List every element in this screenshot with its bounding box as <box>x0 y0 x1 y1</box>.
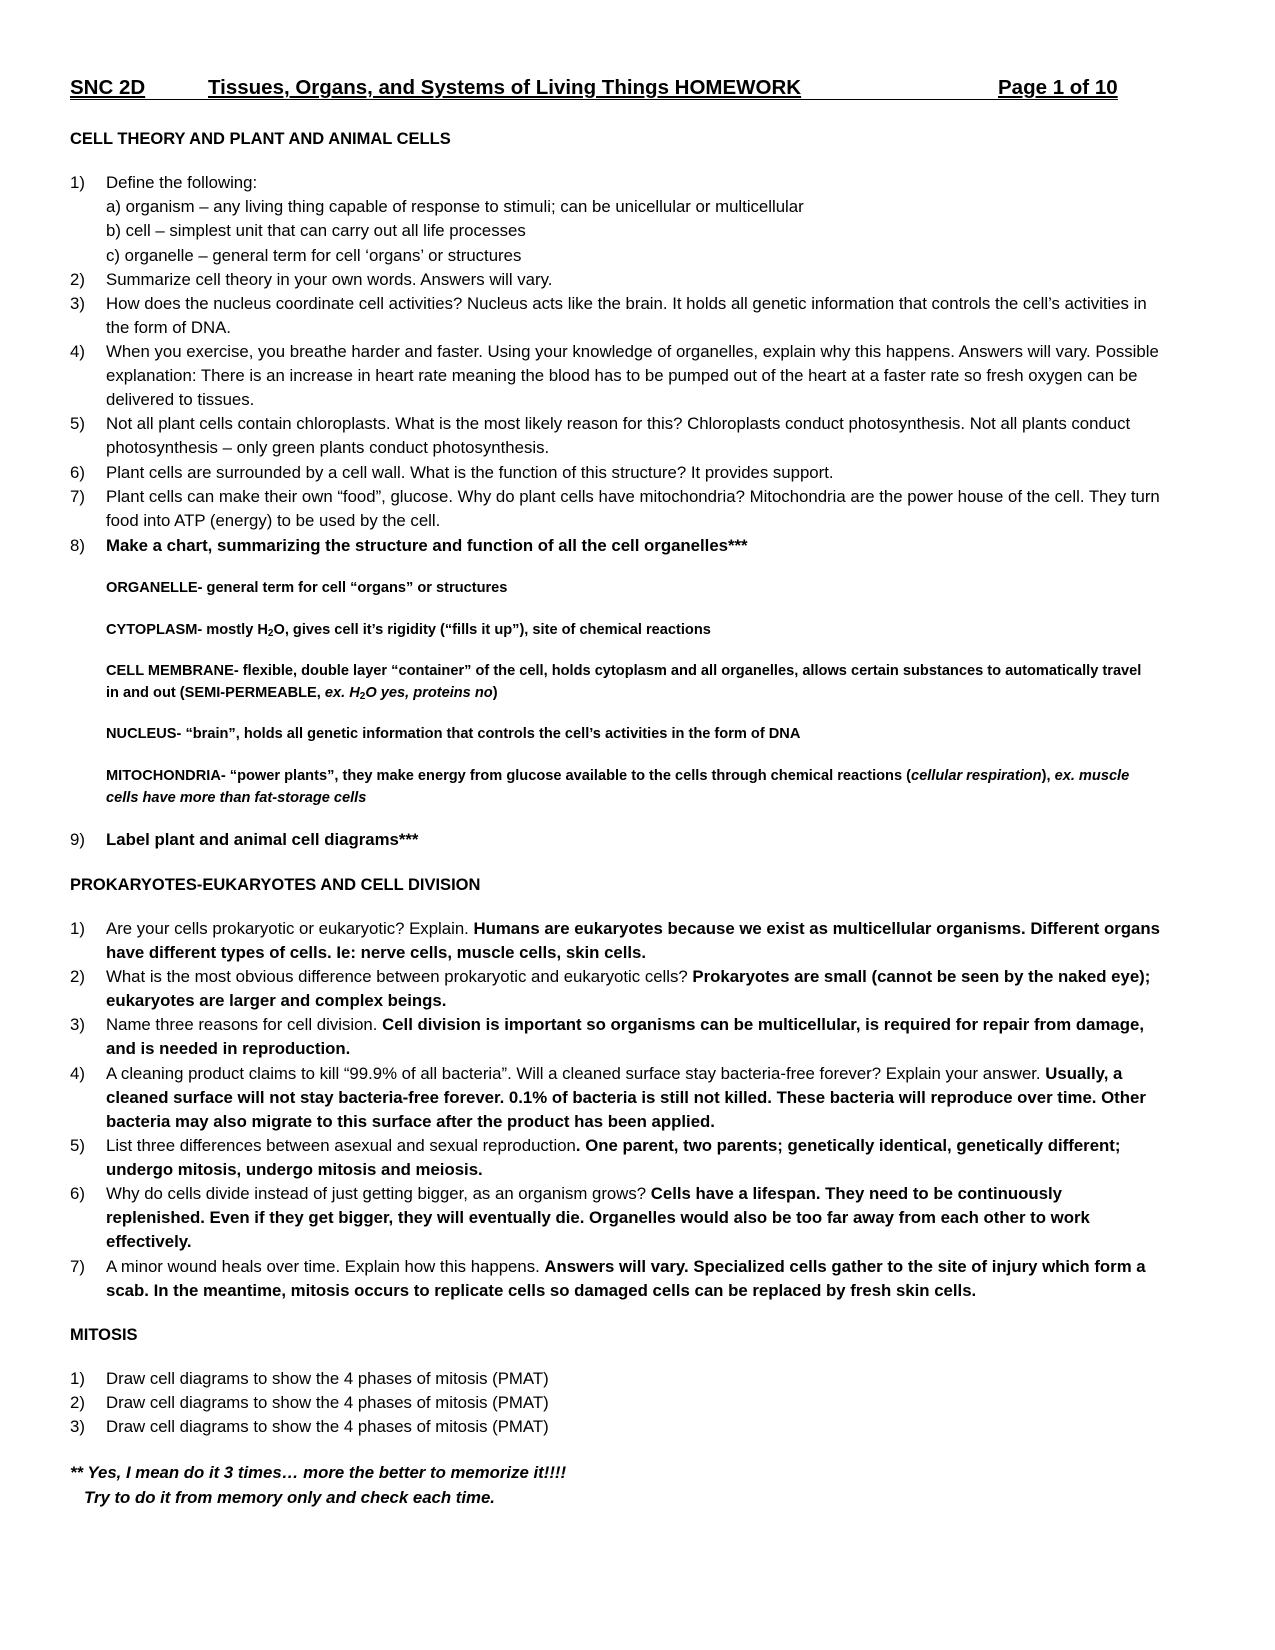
answer-text: Prokaryotes are small (cannot be seen by the naked eye); eukaryotes are larger and complex beings. <box>106 967 1151 1011</box>
question-number: 9) <box>70 830 85 849</box>
question-1-6 <box>70 461 1160 485</box>
answer-text: Usually, a cleaned surface will not stay bacteria-free forever. 0.1% of bacteria is still not killed. These bacteria will reproduce over time. Other bacteria may also migrate to this surface after the product has been applied. <box>106 1064 1146 1132</box>
page-title: Tissues, Organs, and Systems of Living Things HOMEWORK <box>208 76 802 99</box>
question-text: Why do cells divide instead of just getting bigger, as an organism grows? <box>106 1184 651 1203</box>
question-1-4 <box>70 340 1160 413</box>
question-number: 2) <box>70 967 85 986</box>
question-number: 8) <box>70 536 85 555</box>
question-number: 4) <box>70 1064 85 1083</box>
question-number: 1) <box>70 173 85 192</box>
question-text: Not all plant cells contain chloroplasts. What is the most likely reason for this? Chloroplasts conduct photosynthesis. Not all plants conduct photosynthesis – only green plants conduct photosynthesis. <box>106 414 1131 458</box>
question-text: Plant cells are surrounded by a cell wall. What is the function of this structure? It provides support. <box>106 463 834 482</box>
section-heading-prokaryotes: PROKARYOTES-EUKARYOTES AND CELL DIVISION <box>70 876 481 894</box>
question-2-2 <box>70 965 1160 1013</box>
mito-close: ), <box>1041 768 1055 784</box>
question-text: Summarize cell theory in your own words. Answers will vary. <box>106 270 553 289</box>
question-1-3 <box>70 292 1160 340</box>
question-text: How does the nucleus coordinate cell activities? Nucleus acts like the brain. It holds all genetic information that controls the cell’s activities in the form of DNA. <box>106 294 1147 338</box>
question-2-5 <box>70 1134 1160 1182</box>
question-3-1 <box>70 1367 1160 1391</box>
question-number: 7) <box>70 487 85 506</box>
closing-note-1: ** Yes, I mean do it 3 times… more the better to memorize it!!!! <box>70 1463 567 1482</box>
definition-organelle-chart: ORGANELLE- general term for cell “organs” or structures <box>106 580 508 596</box>
definition-cell-membrane <box>106 660 1156 704</box>
question-number: 1) <box>70 919 85 938</box>
question-text: Label plant and animal cell diagrams*** <box>106 830 419 849</box>
question-text: Draw cell diagrams to show the 4 phases of mitosis (PMAT) <box>106 1393 549 1412</box>
subscript: 2 <box>267 628 274 639</box>
membrane-example: ex. H <box>324 685 360 701</box>
question-number: 2) <box>70 1393 85 1412</box>
question-number: 4) <box>70 342 85 361</box>
closing-note-2: Try to do it from memory only and check each time. <box>84 1488 495 1507</box>
course-code: SNC 2D <box>70 76 146 99</box>
membrane-text: CELL MEMBRANE- flexible, double layer “container” of the cell, holds cytoplasm and all organelles, allows certain substances to automatically travel in and out (SEMI-PERMEABLE, <box>106 663 1142 701</box>
question-text: Plant cells can make their own “food”, glucose. Why do plant cells have mitochondria? Mitochondria are the power house of the cell. They turn food into ATP (energy) to be used by the cell. <box>106 487 1160 531</box>
mito-text: MITOCHONDRIA- “power plants”, they make energy from glucose available to the cells through chemical reactions ( <box>106 768 912 784</box>
question-text: Name three reasons for cell division. <box>106 1015 383 1034</box>
question-1-9 <box>70 828 1160 852</box>
question-text: Are your cells prokaryotic or eukaryotic? Explain. <box>106 919 474 938</box>
cytoplasm-text: CYTOPLASM- mostly H <box>106 622 268 638</box>
membrane-example-rest: O yes, proteins no <box>365 685 493 701</box>
question-number: 1) <box>70 1369 85 1388</box>
question-2-4 <box>70 1062 1160 1135</box>
question-text: When you exercise, you breathe harder and faster. Using your knowledge of organelles, explain why this happens. Answers will vary. Possible explanation: There is an increase in heart rate meaning the blood has to be pumped out of the heart at a faster rate so fresh oxygen can be delivered to tissues. <box>106 342 1159 410</box>
cytoplasm-text-rest: O, gives cell it’s rigidity (“fills it up”), site of chemical reactions <box>273 622 711 638</box>
question-text: List three differences between asexual and sexual reproduction <box>106 1136 576 1155</box>
mito-term: cellular respiration <box>911 768 1042 784</box>
section-heading-mitosis: MITOSIS <box>70 1326 138 1344</box>
membrane-close: ) <box>492 685 498 701</box>
answer-text: Answers will vary. Specialized cells gather to the site of injury which form a scab. In the meantime, mitosis occurs to replicate cells so damaged cells can be replaced by fresh skin cells. <box>106 1257 1146 1301</box>
page-number: Page 1 of 10 <box>998 76 1118 99</box>
definition-organelle: c) organelle – general term for cell ‘organs’ or structures <box>106 245 522 265</box>
answer-text: . One parent, two parents; genetically identical, genetically different; undergo mitosis, undergo mitosis and meiosis. <box>106 1136 1121 1180</box>
question-1-8 <box>70 534 1160 558</box>
question-2-3 <box>70 1013 1160 1061</box>
question-2-7 <box>70 1255 1160 1303</box>
definition-mitochondria <box>106 765 1156 809</box>
question-text: Make a chart, summarizing the structure and function of all the cell organelles*** <box>106 536 748 555</box>
question-1-7 <box>70 485 1160 533</box>
question-1-2 <box>70 268 1160 292</box>
question-number: 3) <box>70 1417 85 1436</box>
question-number: 6) <box>70 463 85 482</box>
mito-example: ex. muscle cells have more than fat-storage cells <box>106 768 1130 806</box>
question-number: 7) <box>70 1257 85 1276</box>
definition-cell: b) cell – simplest unit that can carry out all life processes <box>106 221 526 241</box>
question-text: Define the following: <box>106 173 258 192</box>
question-3-3 <box>70 1415 1160 1439</box>
question-number: 2) <box>70 270 85 289</box>
definition-nucleus: NUCLEUS- “brain”, holds all genetic information that controls the cell’s activities in the form of DNA <box>106 726 801 742</box>
header-underline <box>70 99 1118 100</box>
question-text: A cleaning product claims to kill “99.9% of all bacteria”. Will a cleaned surface stay bacteria-free forever? Explain your answer. <box>106 1064 1046 1083</box>
question-text: Draw cell diagrams to show the 4 phases of mitosis (PMAT) <box>106 1369 549 1388</box>
question-text: Draw cell diagrams to show the 4 phases of mitosis (PMAT) <box>106 1417 549 1436</box>
question-number: 3) <box>70 294 85 313</box>
question-1-5 <box>70 412 1160 460</box>
answer-text: Humans are eukaryotes because we exist as multicellular organisms. Different organs have different types of cells. Ie: nerve cells, muscle cells, skin cells. <box>106 919 1160 963</box>
question-number: 5) <box>70 414 85 433</box>
definition-cytoplasm <box>106 619 1156 641</box>
question-number: 5) <box>70 1136 85 1155</box>
question-text: A minor wound heals over time. Explain how this happens. <box>106 1257 545 1276</box>
question-number: 3) <box>70 1015 85 1034</box>
question-2-6 <box>70 1182 1160 1255</box>
question-3-2 <box>70 1391 1160 1415</box>
question-number: 6) <box>70 1184 85 1203</box>
definition-organism: a) organism – any living thing capable of response to stimuli; can be unicellular or multicellular <box>106 197 804 217</box>
subscript: 2 <box>359 691 366 702</box>
question-2-1 <box>70 917 1160 965</box>
answer-text: Cells have a lifespan. They need to be continuously replenished. Even if they get bigger, they will eventually die. Organelles would also be too far away from each other to work effectively. <box>106 1184 1090 1252</box>
question-1-1 <box>70 171 1160 268</box>
question-text: What is the most obvious difference between prokaryotic and eukaryotic cells? <box>106 967 693 986</box>
section-heading-cell-theory: CELL THEORY AND PLANT AND ANIMAL CELLS <box>70 130 451 148</box>
answer-text: Cell division is important so organisms can be multicellular, is required for repair from damage, and is needed in reproduction. <box>106 1015 1144 1059</box>
